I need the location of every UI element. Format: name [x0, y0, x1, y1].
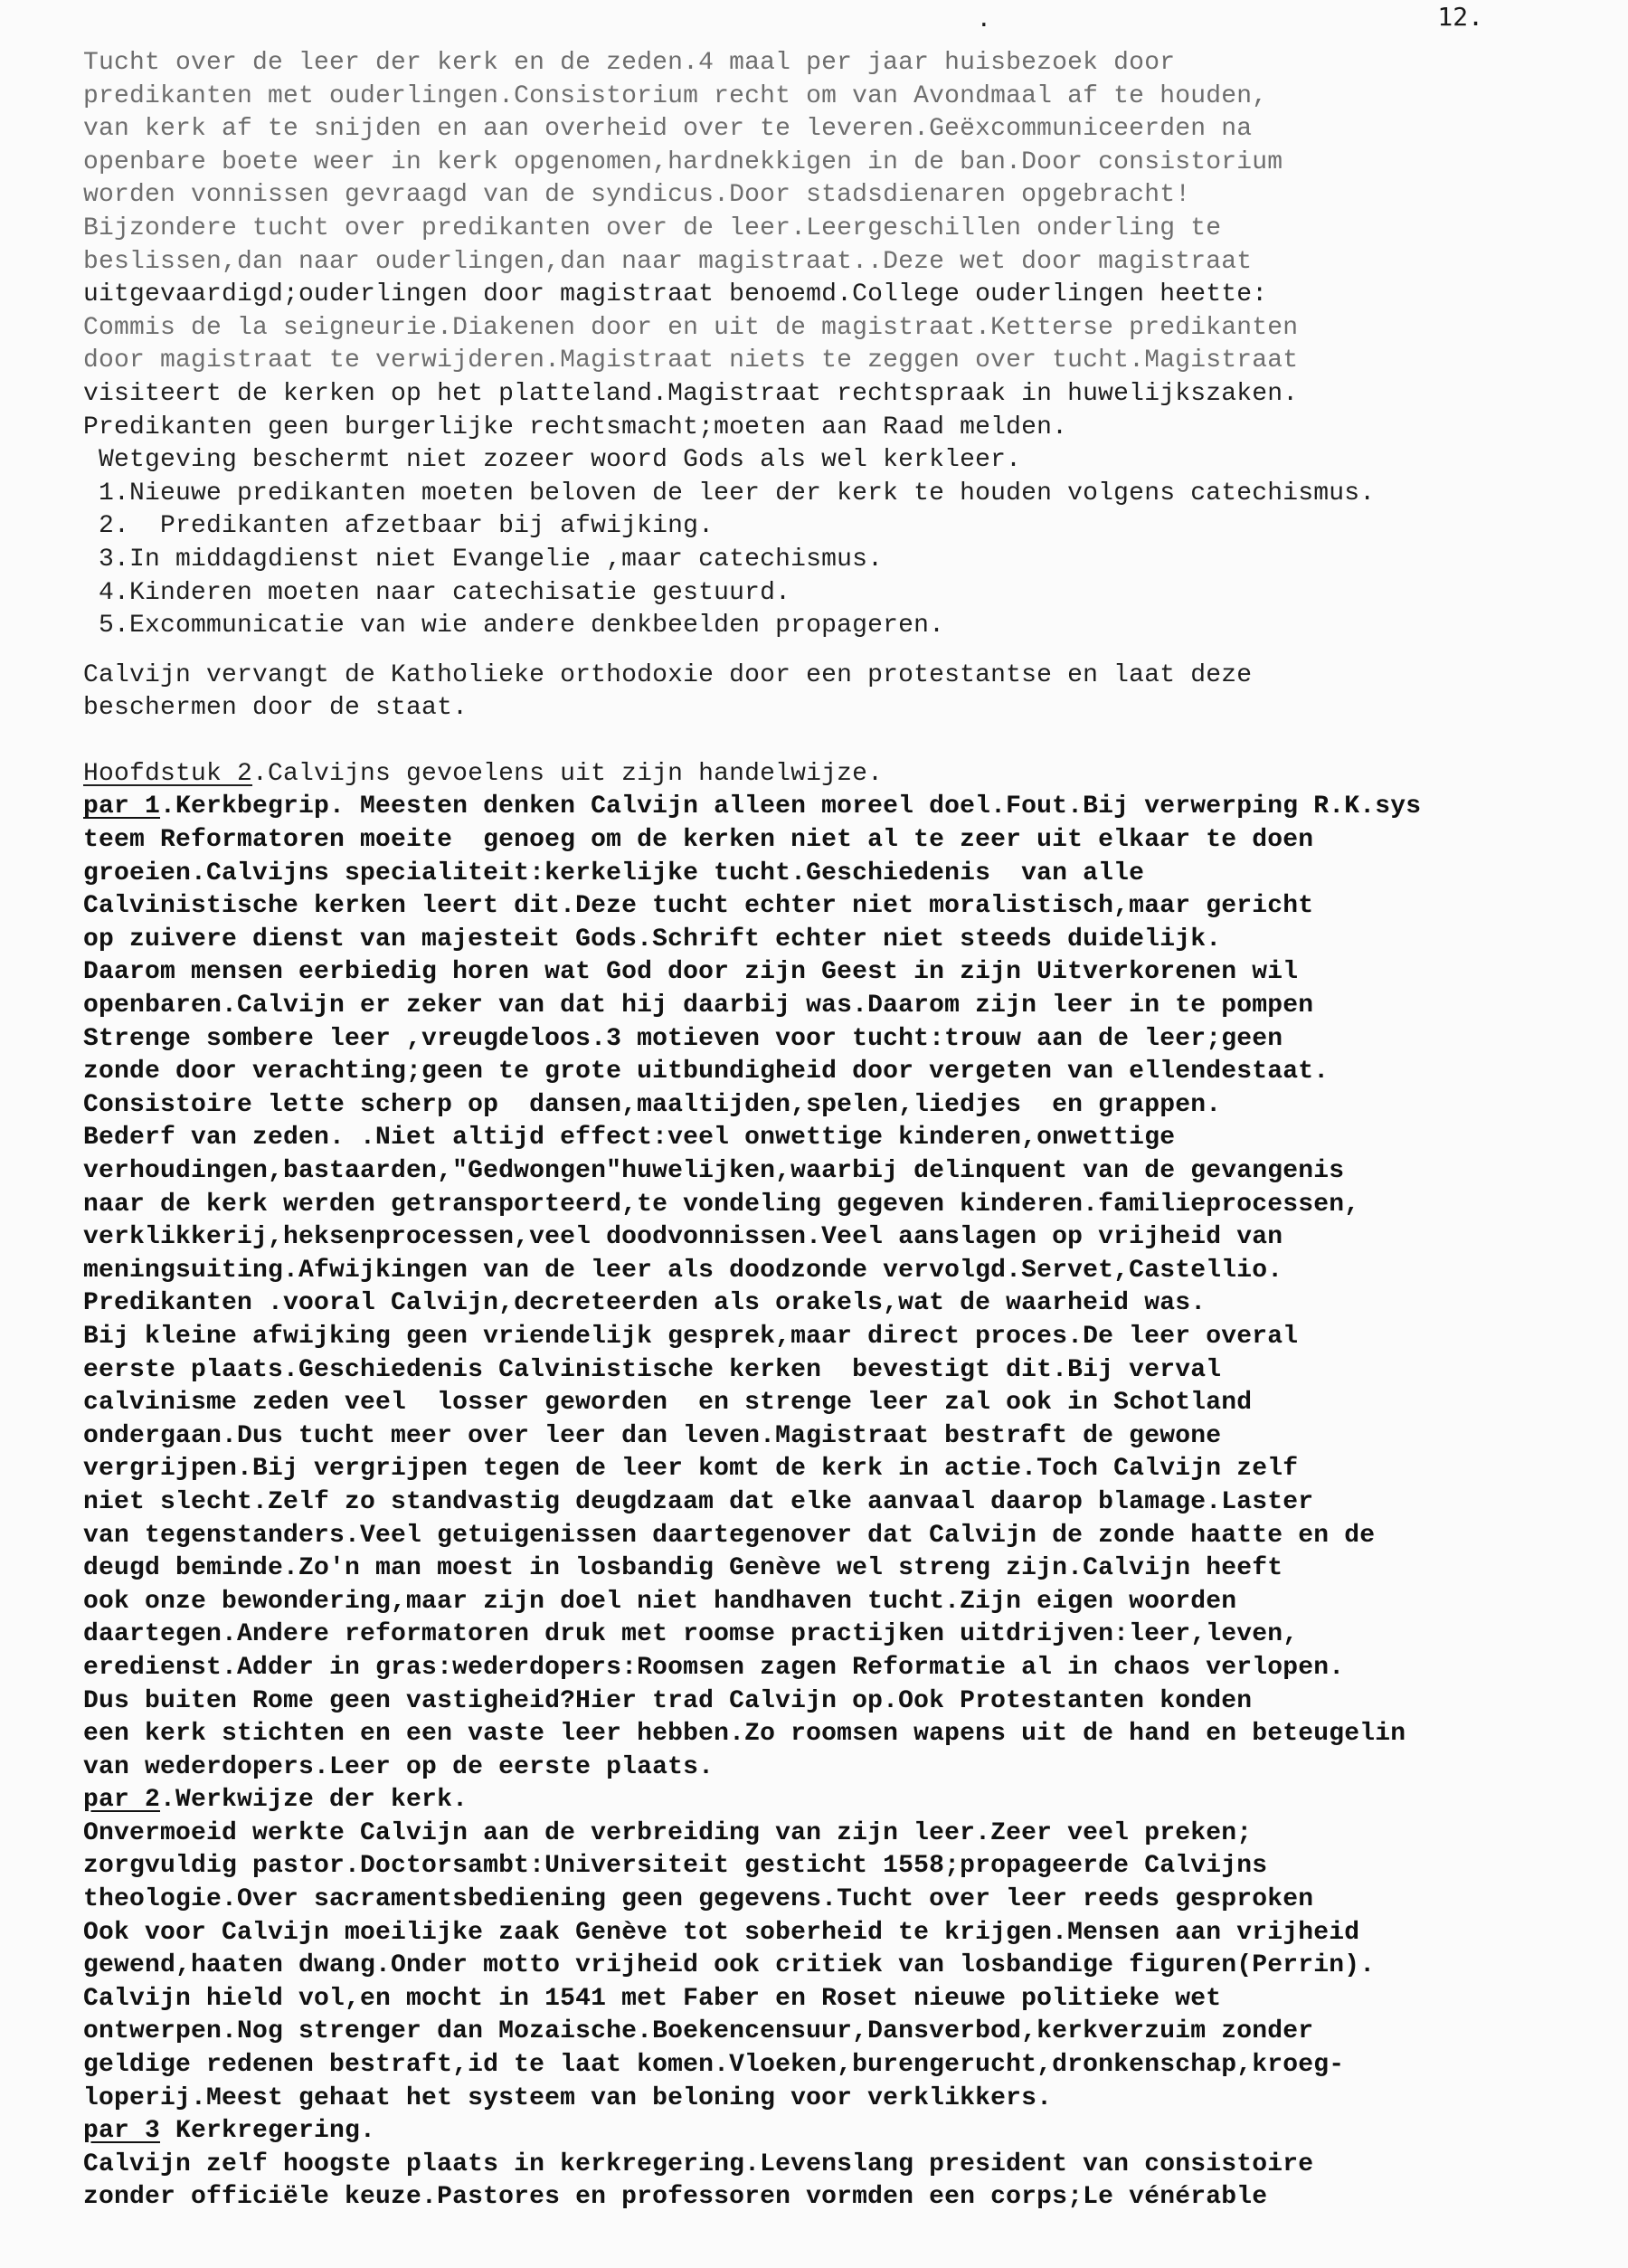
text-line: vergrijpen.Bij vergrijpen tegen de leer komt de kerk in actie.Toch Calvijn zelf — [83, 1455, 1299, 1484]
list-item: 3.In middagdienst niet Evangelie ,maar catechismus. — [83, 545, 884, 574]
page-number: 12. — [1437, 2, 1483, 32]
text-line: eerste plaats.Geschiedenis Calvinistische kerken bevestigt dit.Bij verval — [83, 1355, 1222, 1384]
text-line: op zuivere dienst van majesteit Gods.Schrift echter niet steeds duidelijk. — [83, 925, 1222, 954]
stray-mark: . — [977, 5, 991, 33]
par-3-label: par 3 — [83, 2117, 161, 2146]
text-line: ontwerpen.Nog strenger dan Mozaische.Boekencensuur,Dansverbod,kerkverzuim zonder — [83, 2017, 1314, 2046]
list-item: 1.Nieuwe predikanten moeten beloven de leer der kerk te houden volgens catechismus. — [83, 479, 1376, 508]
document-body — [83, 47, 1603, 2215]
text-line: Onvermoeid werkte Calvijn aan de verbreiding van zijn leer.Zeer veel preken; — [83, 1818, 1253, 1847]
text-line: Bederf van zeden. .Niet altijd effect:veel onwettige kinderen,onwettige — [83, 1124, 1176, 1153]
chapter-heading-title: .Calvijns gevoelens uit zijn handelwijze. — [252, 759, 884, 788]
text-line: Tucht over de leer der kerk en de zeden.4 maal per jaar huisbezoek door — [83, 49, 1176, 77]
text-line: beschermen door de staat. — [83, 694, 469, 723]
text-line: calvinisme zeden veel losser geworden en strenge leer zal ook in Schotland — [83, 1389, 1253, 1418]
text-line: Calvinistische kerken leert dit.Deze tucht echter niet moralistisch,maar gericht — [83, 892, 1314, 921]
text-line: .Werkwijze der kerk. — [160, 1786, 469, 1815]
text-line: theologie.Over sacramentsbediening geen gegevens.Tucht over leer reeds gesproken — [83, 1885, 1314, 1914]
text-line: gewend,haaten dwang.Onder motto vrijheid ook critiek van losbandige figuren(Perrin). — [83, 1951, 1376, 1980]
text-line: visiteert de kerken op het platteland.Magistraat rechtspraak in huwelijkszaken. — [83, 379, 1299, 408]
text-line: niet slecht.Zelf zo standvastig deugdzaam dat elke aanvaal daarop blamage.Laster — [83, 1487, 1314, 1516]
section-par-1 — [83, 791, 1603, 1784]
text-line: zonde door verachting;geen te grote uitbundigheid door vergeten van ellendestaat. — [83, 1058, 1330, 1087]
text-line: Kerkregering. — [160, 2117, 376, 2146]
text-line: uitgevaardigd;ouderlingen door magistraat benoemd.College ouderlingen heette: — [83, 280, 1268, 309]
text-line: zonder officiële keuze.Pastores en professoren vormden een corps;Le vénérable — [83, 2183, 1268, 2212]
par-1-label: par 1 — [83, 792, 161, 821]
text-line: teem Reformatoren moeite genoeg om de kerken niet al te zeer uit elkaar te doen — [83, 826, 1314, 855]
section-par-3 — [83, 2115, 1603, 2215]
section-conclusion — [83, 660, 1603, 726]
text-line: ondergaan.Dus tucht meer over leer dan leven.Magistraat bestraft de gewone — [83, 1421, 1222, 1450]
text-line: openbaren.Calvijn er zeker van dat hij daarbij was.Daarom zijn leer in te pompen — [83, 992, 1314, 1020]
text-line: door magistraat te verwijderen.Magistraat niets te zeggen over tucht.Magistraat — [83, 346, 1299, 375]
chapter-heading — [83, 758, 1603, 792]
text-line: geldige redenen bestraft,id te laat komen.Vloeken,burengerucht,dronkenschap,kroeg- — [83, 2051, 1345, 2080]
text-line: Bij kleine afwijking geen vriendelijk gesprek,maar direct proces.De leer overal — [83, 1322, 1299, 1351]
text-line: verklikkerij,heksenprocessen,veel doodvonnissen.Veel aanslagen op vrijheid van — [83, 1223, 1283, 1252]
list-item: 5.Excommunicatie van wie andere denkbeelden propageren. — [83, 612, 945, 641]
text-line: van wederdopers.Leer op de eerste plaats. — [83, 1752, 715, 1781]
par-2-heading-line — [83, 1784, 1603, 1817]
section-tucht — [83, 47, 1603, 643]
text-line: naar de kerk werden getransporteerd,te vondeling gegeven kinderen.familieprocessen, — [83, 1190, 1360, 1219]
list-item: 2. Predikanten afzetbaar bij afwijking. — [83, 512, 715, 541]
text-line: Daarom mensen eerbiedig horen wat God door zijn Geest in zijn Uitverkorenen wil — [83, 958, 1299, 987]
text-line: Calvijn zelf hoogste plaats in kerkregering.Levenslang president van consistoire — [83, 2149, 1314, 2178]
text-line: Wetgeving beschermt niet zozeer woord Gods als wel kerkleer. — [83, 446, 1022, 475]
text-line: beslissen,dan naar ouderlingen,dan naar magistraat..Deze wet door magistraat — [83, 247, 1253, 276]
section-par-2 — [83, 1784, 1603, 2115]
text-line: daartegen.Andere reformatoren druk met roomse practijken uitdrijven:leer,leven, — [83, 1620, 1299, 1649]
par-2-label: par 2 — [83, 1786, 161, 1815]
text-line: meningsuiting.Afwijkingen van de leer als doodzonde vervolgd.Servet,Castellio. — [83, 1256, 1283, 1285]
text-line: zorgvuldig pastor.Doctorsambt:Universiteit gesticht 1558;propageerde Calvijns — [83, 1852, 1268, 1881]
text-line: worden vonnissen gevraagd van de syndicus.Door stadsdienaren opgebracht! — [83, 181, 1191, 210]
text-line: verhoudingen,bastaarden,"Gedwongen"huwelijken,waarbij delinquent van de gevangenis — [83, 1157, 1345, 1185]
text-line: Predikanten .vooral Calvijn,decreteerden als orakels,wat de waarheid was. — [83, 1289, 1207, 1318]
text-line: van kerk af te snijden en aan overheid over te leveren.Geëxcommuniceerden na — [83, 115, 1253, 144]
text-line: een kerk stichten en een vaste leer hebben.Zo roomsen wapens uit de hand en beteugelin — [83, 1720, 1406, 1749]
text-line: ook onze bewondering,maar zijn doel niet handhaven tucht.Zijn eigen woorden — [83, 1587, 1237, 1616]
text-line: openbare boete weer in kerk opgenomen,hardnekkigen in de ban.Door consistorium — [83, 147, 1283, 176]
par-1-heading-line — [83, 791, 1603, 824]
text-line: van tegenstanders.Veel getuigenissen daartegenover dat Calvijn de zonde haatte en de — [83, 1521, 1376, 1550]
text-line: Predikanten geen burgerlijke rechtsmacht;moeten aan Raad melden. — [83, 413, 1068, 441]
text-line: Ook voor Calvijn moeilijke zaak Genève tot soberheid te krijgen.Mensen aan vrijheid — [83, 1918, 1360, 1947]
chapter-heading-label: Hoofdstuk 2 — [83, 759, 253, 788]
text-line: Calvijn vervangt de Katholieke orthodoxie door een protestantse en laat deze — [83, 660, 1253, 689]
list-item: 4.Kinderen moeten naar catechisatie gestuurd. — [83, 578, 791, 607]
text-line: Dus buiten Rome geen vastigheid?Hier trad Calvijn op.Ook Protestanten konden — [83, 1686, 1253, 1715]
text-line: Commis de la seigneurie.Diakenen door en uit de magistraat.Ketterse predikanten — [83, 313, 1299, 342]
text-line: Strenge sombere leer ,vreugdeloos.3 motieven voor tucht:trouw aan de leer;geen — [83, 1024, 1283, 1053]
text-line: predikanten met ouderlingen.Consistorium recht om van Avondmaal af te houden, — [83, 81, 1268, 110]
text-line: .Kerkbegrip. Meesten denken Calvijn alleen moreel doel.Fout.Bij verwerping R.K.sys — [160, 792, 1422, 821]
text-line: Consistoire lette scherp op dansen,maaltijden,spelen,liedjes en grappen. — [83, 1090, 1222, 1119]
text-line: Calvijn hield vol,en mocht in 1541 met Faber en Roset nieuwe politieke wet — [83, 1984, 1222, 2013]
par-3-heading-line — [83, 2115, 1603, 2149]
text-line: groeien.Calvijns specialiteit:kerkelijke tucht.Geschiedenis van alle — [83, 859, 1145, 887]
text-line: Bijzondere tucht over predikanten over de leer.Leergeschillen onderling te — [83, 214, 1222, 242]
text-line: eredienst.Adder in gras:wederdopers:Roomsen zagen Reformatie al in chaos verlopen. — [83, 1653, 1345, 1682]
text-line: deugd beminde.Zo'n man moest in losbandig Genève wel streng zijn.Calvijn heeft — [83, 1554, 1283, 1583]
text-line: loperij.Meest gehaat het systeem van beloning voor verklikkers. — [83, 2083, 1053, 2112]
